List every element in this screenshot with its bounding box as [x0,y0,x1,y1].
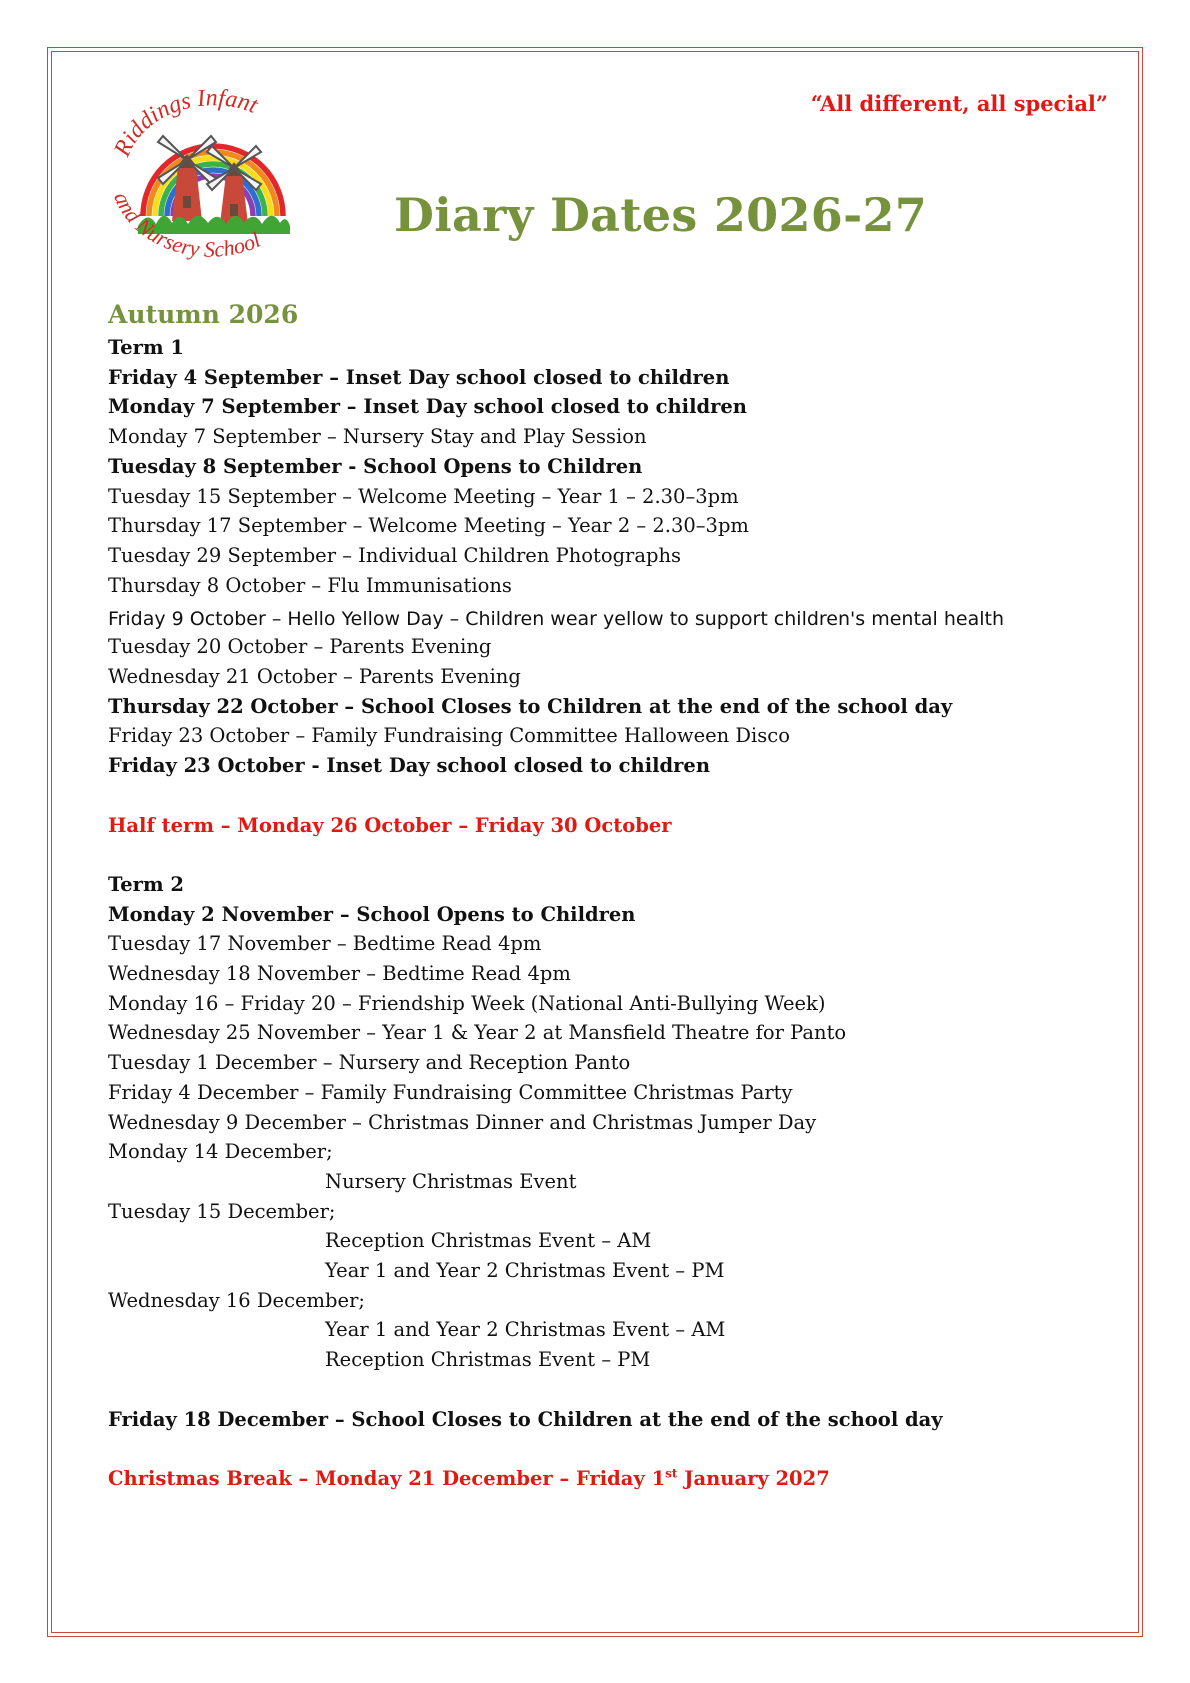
svg-text:Riddings Infant: Riddings Infant [109,86,262,161]
term-heading: Term 1 [108,336,184,359]
diary-entry: Monday 2 November – School Opens to Children [108,902,636,926]
diary-entry: Friday 23 October - Inset Day school closed to children [108,754,710,778]
diary-entry: Friday 4 September – Inset Day school closed to children [108,365,730,389]
christmas-break-text: Christmas Break – Monday 21 December – Friday 1 [108,1466,666,1490]
diary-entry: Tuesday 8 September - School Opens to Children [108,454,643,478]
christmas-break-text-end: January 2027 [677,1466,830,1490]
diary-entry: Friday 18 December – School Closes to Children at the end of the school day [108,1407,943,1431]
school-logo [108,86,318,276]
diary-entry: Friday 4 December – Family Fundraising Committee Christmas Party [108,1080,793,1104]
diary-entry: Tuesday 17 November – Bedtime Read 4pm [108,932,542,956]
diary-entry: Monday 14 December; [108,1140,333,1164]
diary-entry: Monday 7 September – Nursery Stay and Play Session [108,425,647,449]
christmas-break-notice [108,1464,1118,1494]
diary-entry: Friday 23 October – Family Fundraising Committee Halloween Disco [108,724,790,748]
diary-sub-entry: Nursery Christmas Event [325,1169,577,1193]
diary-entry: Thursday 8 October – Flu Immunisations [108,573,512,597]
diary-entry: Wednesday 18 November – Bedtime Read 4pm [108,962,571,986]
diary-content [108,297,1118,1494]
diary-sub-entry: Reception Christmas Event – PM [325,1348,651,1372]
diary-entry: Tuesday 29 September – Individual Children Photographs [108,543,682,567]
diary-sub-entry: Year 1 and Year 2 Christmas Event – PM [325,1259,725,1283]
school-motto: “All different, all special” [810,91,1108,116]
term-heading: Term 2 [108,872,184,896]
diary-sub-entry: Reception Christmas Event – AM [325,1229,652,1253]
diary-entry: Tuesday 15 September – Welcome Meeting – Year 1 – 2.30–3pm [108,484,739,508]
svg-text:and Nursery School: and Nursery School [109,188,265,262]
diary-entry: Monday 7 September – Inset Day school closed to children [108,395,747,419]
ordinal-suffix: st [665,1466,678,1481]
page-title: Diary Dates 2026-27 [394,188,928,242]
diary-entry: Monday 16 – Friday 20 – Friendship Week (National Anti-Bullying Week) [108,991,826,1015]
diary-entry: Wednesday 16 December; [108,1288,365,1312]
diary-entry: Thursday 22 October – School Closes to Children at the end of the school day [108,694,953,718]
diary-entry: Thursday 17 September – Welcome Meeting – Year 2 – 2.30–3pm [108,514,749,538]
diary-entry: Tuesday 15 December; [108,1199,336,1223]
diary-entry: Wednesday 9 December – Christmas Dinner and Christmas Jumper Day [108,1110,817,1134]
season-heading: Autumn 2026 [108,300,299,329]
diary-entry: Wednesday 21 October – Parents Evening [108,665,521,689]
diary-entry: Tuesday 1 December – Nursery and Reception Panto [108,1051,631,1075]
diary-sub-entry: Year 1 and Year 2 Christmas Event – AM [325,1318,726,1342]
diary-entry: Wednesday 25 November – Year 1 & Year 2 at Mansfield Theatre for Panto [108,1021,847,1045]
diary-entry: Friday 9 October – Hello Yellow Day – Children wear yellow to support children's mental health [108,608,1004,631]
diary-entry: Tuesday 20 October – Parents Evening [108,635,492,659]
half-term-notice: Half term – Monday 26 October – Friday 30 October [108,813,672,837]
